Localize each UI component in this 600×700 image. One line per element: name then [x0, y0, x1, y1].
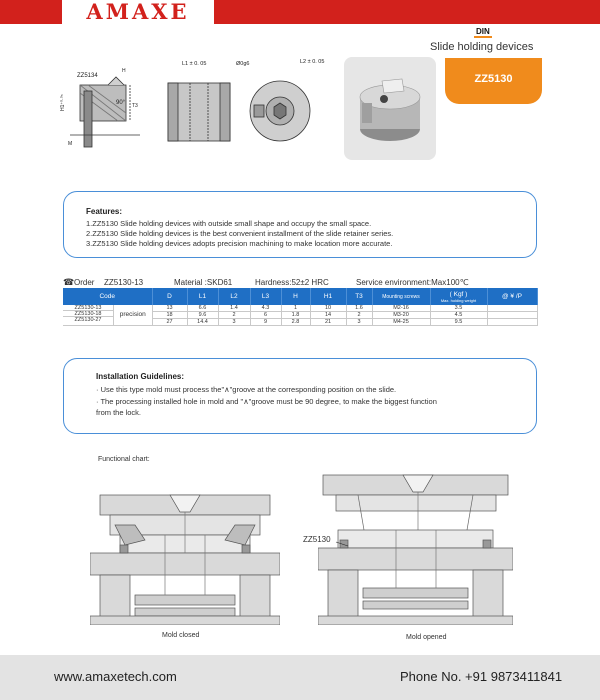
cell-h: 1.8	[281, 312, 310, 319]
material: Material :SKD61	[174, 278, 233, 287]
guidelines-box	[63, 358, 537, 434]
col-header-h1: H1	[310, 288, 346, 305]
kgf-label: ( Kgf )	[449, 290, 468, 298]
mold-opened-caption: Mold opened	[406, 634, 447, 641]
cell-h1: 21	[310, 319, 346, 326]
dim-h: H	[122, 68, 126, 74]
col-header-l1: L1	[187, 288, 218, 305]
guideline-line: · The processing installed hole in mold and "∧"groove must be 90 degree, to make the biggest function	[96, 397, 437, 406]
model-tab	[445, 58, 542, 104]
series-title: Slide holding devices	[430, 41, 534, 53]
dim-m: M	[68, 141, 73, 147]
cell-kgf: 9.5	[430, 319, 487, 326]
features-title: Features:	[86, 207, 123, 216]
feature-line: 1.ZZ5130 Slide holding devices with outside small shape and occupy the small space.	[86, 219, 372, 228]
cell-d: 27	[152, 319, 187, 326]
col-header-t3: T3	[346, 288, 372, 305]
table-header-row	[63, 288, 537, 305]
cell-l3: 6	[250, 312, 281, 319]
cell-l2: 3	[218, 319, 250, 326]
dim-angle: 90°	[116, 100, 126, 106]
cell-l1: 14.4	[187, 319, 218, 326]
feature-line: 2.ZZ5130 Slide holding devices is the best convenient installment of the slide retainer series.	[86, 229, 394, 238]
product-render	[344, 57, 436, 160]
header-bar	[0, 0, 600, 24]
model-label: ZZ5130	[474, 73, 513, 85]
service-environment: Service environment:Max100℃	[356, 278, 469, 287]
side-view	[168, 83, 230, 141]
col-header-d: D	[152, 288, 187, 305]
brand-logo[interactable]	[62, 0, 214, 24]
part-label: ZZ5134	[77, 73, 98, 79]
functional-chart-title: Functional chart:	[98, 456, 150, 463]
feature-line: 3.ZZ5130 Slide holding devices adopts precision machining to make location more accurate.	[86, 239, 393, 248]
code-cell: ZZ5130-13	[63, 305, 113, 311]
cell-price	[487, 319, 537, 326]
cell-l2: 2	[218, 312, 250, 319]
hardness: Hardness:52±2 HRC	[255, 278, 329, 287]
cell-kgf: 3.5	[430, 305, 487, 312]
cell-h: 2.8	[281, 319, 310, 326]
col-header-price: @ ¥ /P	[487, 288, 537, 305]
cell-l1: 9.6	[187, 312, 218, 319]
cell-t3: 3	[346, 319, 372, 326]
technical-drawings	[60, 55, 340, 160]
dim-t3: T3	[132, 103, 138, 109]
code-cell-group	[63, 305, 152, 326]
precision-cell: precision	[113, 305, 152, 325]
col-header-l3: L3	[250, 288, 281, 305]
cell-l3: 9	[250, 319, 281, 326]
cell-l1: 6.6	[187, 305, 218, 312]
footer	[0, 655, 600, 700]
section-view	[70, 77, 140, 147]
guideline-line: · Use this type mold must process the"∧"groove at the corresponding position on the slide.	[96, 385, 397, 394]
cell-screws: M4-25	[372, 319, 430, 326]
zz5130-callout: ZZ5130	[303, 535, 331, 544]
cell-h1: 14	[310, 312, 346, 319]
col-header-screws: Mounting screws	[372, 288, 430, 305]
cell-t3: 2	[346, 312, 372, 319]
guidelines-title: Installation Guidelines:	[96, 372, 185, 381]
cell-screws: M3-20	[372, 312, 430, 319]
features-box	[63, 191, 537, 258]
spec-table	[63, 288, 538, 326]
cell-l2: 1.4	[218, 305, 250, 312]
dim-l1: L1 ± 0. 05	[182, 61, 207, 67]
order-label: Order	[74, 278, 95, 287]
dim-d: Ø0g6	[236, 61, 250, 67]
cell-price	[487, 312, 537, 319]
cell-d: 18	[152, 312, 187, 319]
product-photo	[344, 57, 436, 160]
mold-opened-diagram	[318, 470, 513, 625]
cell-l3: 4.3	[250, 305, 281, 312]
footer-phone: Phone No. +91 9873411841	[400, 669, 563, 684]
dim-l2: L2 ± 0. 05	[300, 59, 325, 65]
code-cell: ZZ5130-27	[74, 317, 102, 323]
col-header-kgf	[430, 288, 487, 305]
din-badge: DIN	[476, 27, 490, 36]
guideline-line: from the lock.	[96, 408, 142, 417]
footer-website-link[interactable]: www.amaxetech.com	[54, 669, 177, 684]
col-header-code: Code	[63, 288, 152, 305]
brand-logo-text: AMAXE	[86, 0, 190, 24]
phone-icon: ☎	[63, 277, 75, 287]
cell-h1: 10	[310, 305, 346, 312]
kgf-sublabel: Max. holding weight	[440, 297, 477, 303]
cell-t3: 1.6	[346, 305, 372, 312]
cell-kgf: 4.5	[430, 312, 487, 319]
code-cell: ZZ5130-18	[63, 311, 113, 317]
col-header-l2: L2	[218, 288, 250, 305]
dim-h1: H1⁺⁰·⁰⁵	[60, 94, 66, 111]
mold-closed-diagram	[90, 490, 280, 625]
order-example: ZZ5130-13	[104, 278, 144, 287]
cell-h: 1	[281, 305, 310, 312]
front-view	[250, 81, 310, 141]
mold-closed-caption: Mold closed	[162, 632, 200, 639]
cell-screws: M2-16	[372, 305, 430, 312]
cell-d: 13	[152, 305, 187, 312]
col-header-h: H	[281, 288, 310, 305]
